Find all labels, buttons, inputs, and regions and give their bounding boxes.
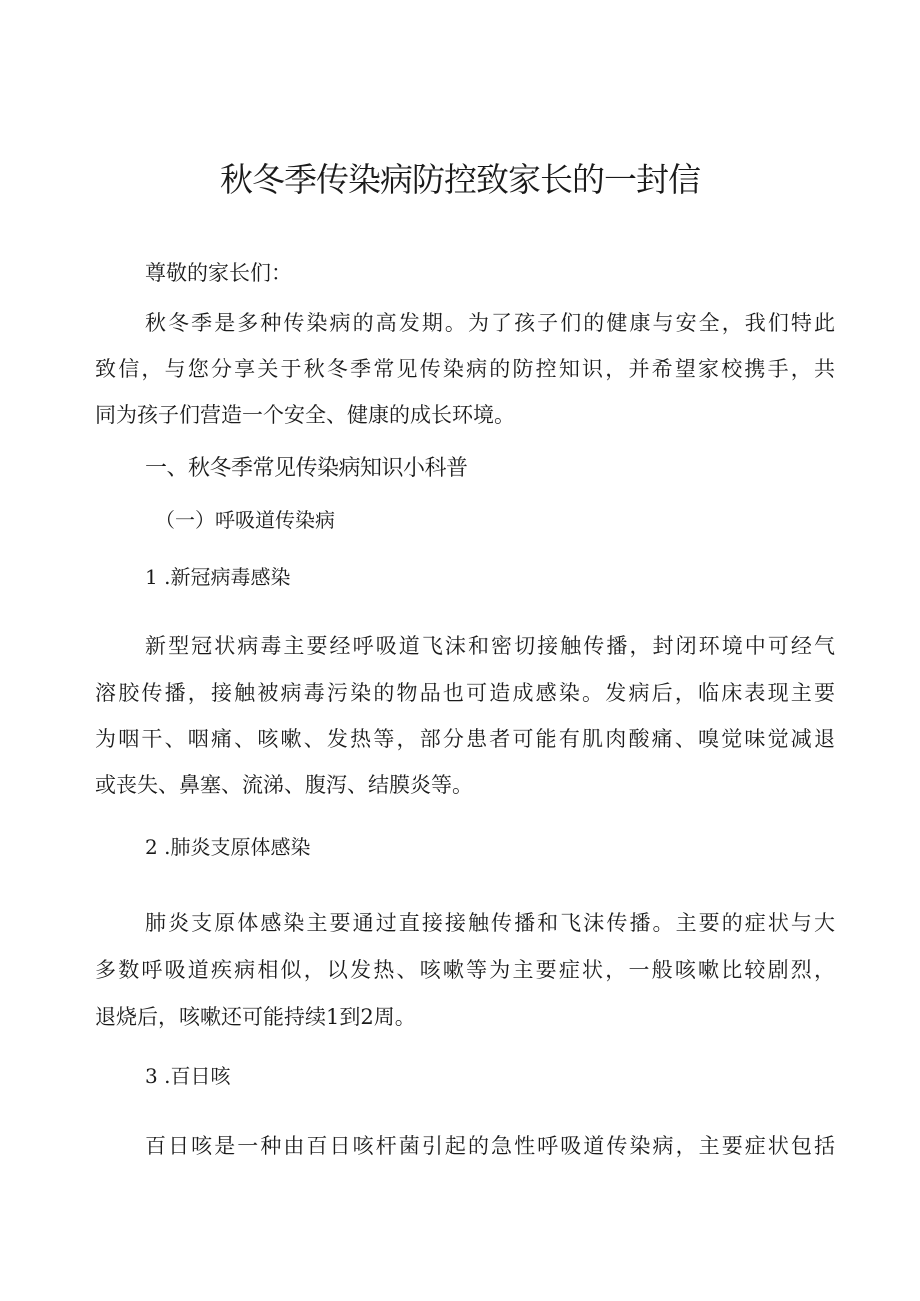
section-heading-1: 一、秋冬季常见传染病知识小科普 [145, 456, 468, 481]
item1-line-2: 溶胶传播，接触被病毒污染的物品也可造成感染。发病后，临床表现主要 [95, 681, 835, 705]
item2-line-3: 退烧后，咳嗽还可能持续1到2周。 [95, 1005, 416, 1029]
item-heading-3: 3 .百日咳 [145, 1064, 231, 1088]
subsection-heading-1: （一）呼吸道传染病 [155, 508, 335, 532]
intro-line-3: 同为孩子们营造一个安全、健康的成长环境。 [95, 403, 515, 427]
intro-line-2: 致信，与您分享关于秋冬季常见传染病的防控知识，并希望家校携手，共 [95, 357, 835, 381]
document-title: 秋冬季传染病防控致家长的一封信 [220, 160, 700, 199]
item-heading-2: 2 .肺炎支原体感染 [145, 835, 311, 859]
item3-line-1: 百日咳是一种由百日咳杆菌引起的急性呼吸道传染病，主要症状包括 [145, 1134, 835, 1158]
item-heading-1: 1 .新冠病毒感染 [145, 565, 291, 589]
item2-line-2: 多数呼吸道疾病相似，以发热、咳嗽等为主要症状，一般咳嗽比较剧烈， [95, 958, 835, 982]
item1-line-4: 或丧失、鼻塞、流涕、腹泻、结膜炎等。 [95, 773, 473, 797]
item2-line-1: 肺炎支原体感染主要通过直接接触传播和飞沫传播。主要的症状与大 [145, 911, 835, 935]
salutation: 尊敬的家长们： [145, 261, 292, 285]
item1-line-3: 为咽干、咽痛、咳嗽、发热等，部分患者可能有肌肉酸痛、嗅觉味觉减退 [95, 727, 835, 751]
intro-line-1: 秋冬季是多种传染病的高发期。为了孩子们的健康与安全，我们特此 [145, 311, 835, 335]
item1-line-1: 新型冠状病毒主要经呼吸道飞沫和密切接触传播，封闭环境中可经气 [145, 634, 835, 658]
